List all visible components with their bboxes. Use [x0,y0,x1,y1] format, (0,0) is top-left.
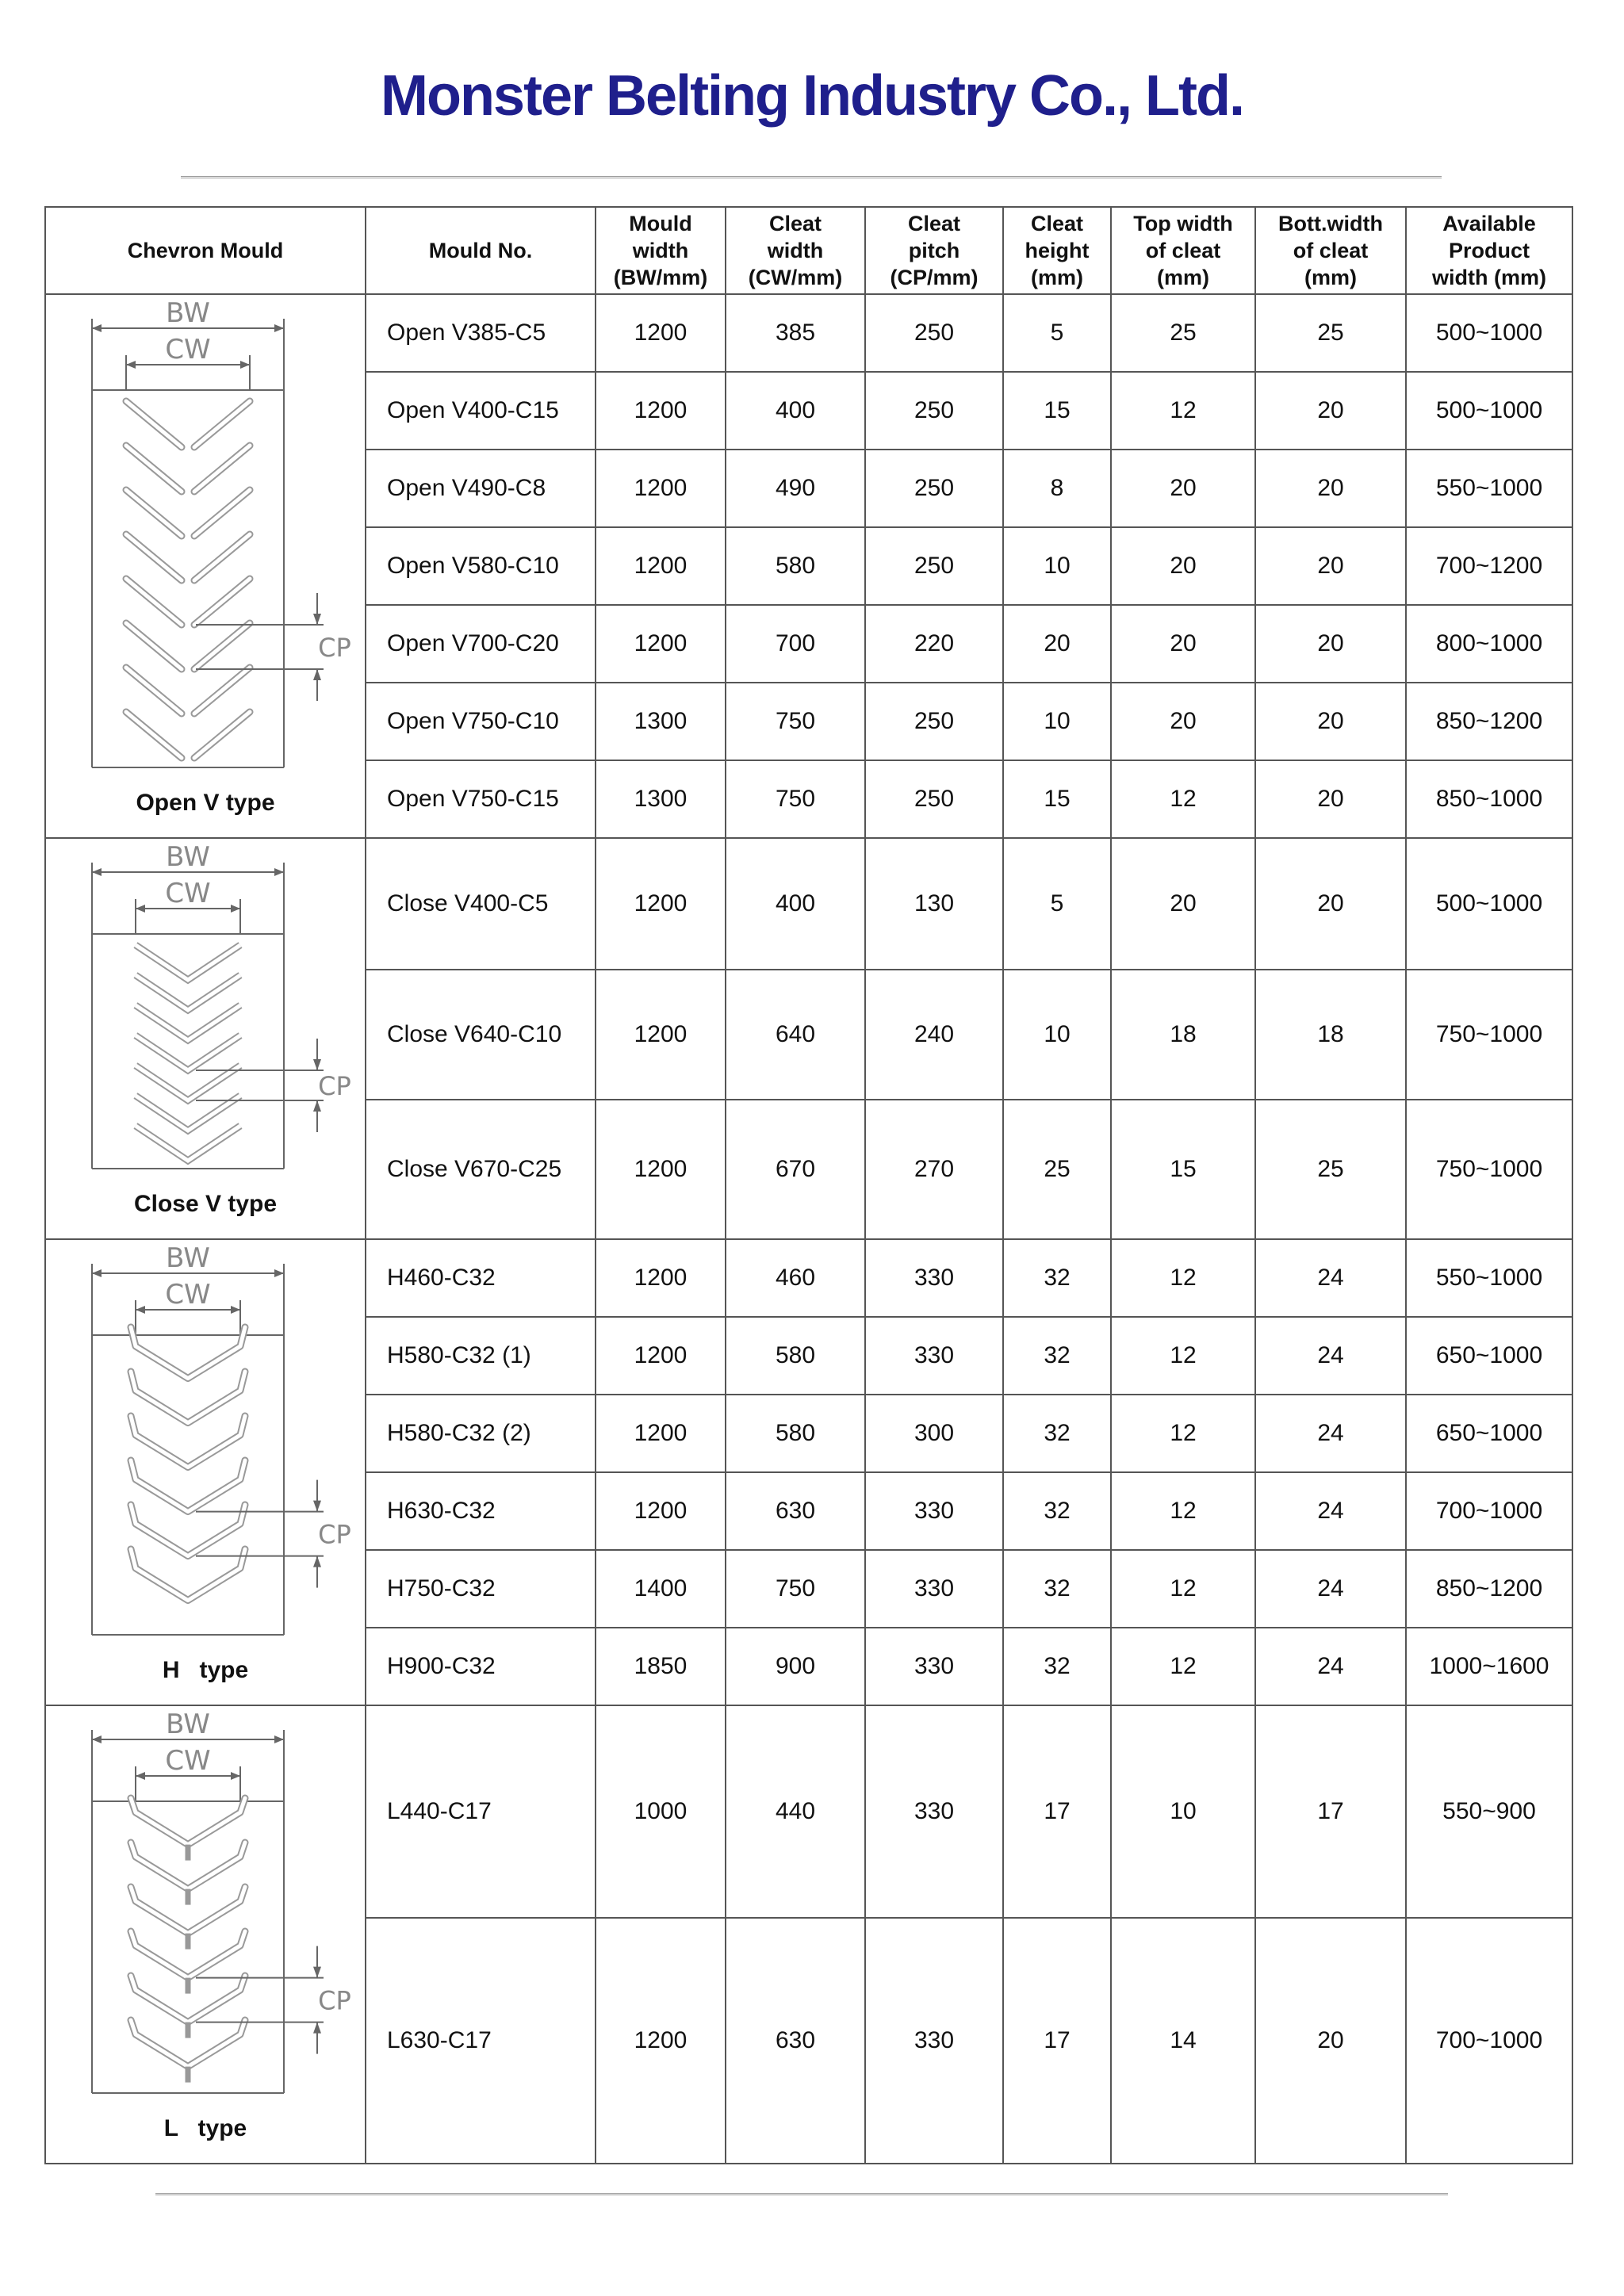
bott-width-cell: 20 [1255,1918,1406,2164]
top-width-cell: 12 [1111,1550,1255,1628]
cleat-pitch-cell: 330 [865,1550,1003,1628]
cleat-height-cell: 32 [1003,1239,1111,1317]
table-row [45,1705,1572,1918]
mould-width-cell: 1200 [596,372,726,450]
top-width-cell: 12 [1111,1395,1255,1472]
bott-width-cell: 20 [1255,450,1406,527]
cp-dimension-label: CP [318,1519,351,1550]
cleat-pitch-cell: 300 [865,1395,1003,1472]
bott-width-cell: 18 [1255,970,1406,1100]
cleat-height-cell: 10 [1003,683,1111,760]
available-width-cell: 650~1000 [1406,1317,1572,1395]
cw-dimension-label: CW [165,1279,211,1311]
chevron-mould-diagram-cell [45,838,366,1239]
bott-width-cell: 20 [1255,605,1406,683]
bw-dimension-label: BW [166,841,210,873]
mould-width-cell: 1300 [596,683,726,760]
mould-no-cell: H900-C32 [366,1628,596,1705]
bw-dimension-label: BW [166,297,210,329]
available-width-cell: 800~1000 [1406,605,1572,683]
col-header-cleat-height: Cleat height (mm) [1003,207,1111,294]
mould-width-cell: 1000 [596,1705,726,1918]
cleat-width-cell: 700 [726,605,865,683]
cleat-height-cell: 15 [1003,372,1111,450]
mould-no-cell: Open V385-C5 [366,294,596,372]
cleat-pitch-cell: 250 [865,450,1003,527]
cleat-height-cell: 20 [1003,605,1111,683]
available-width-cell: 700~1000 [1406,1918,1572,2164]
mould-no-cell: L440-C17 [366,1705,596,1918]
bott-width-cell: 17 [1255,1705,1406,1918]
bott-width-cell: 24 [1255,1317,1406,1395]
mould-no-cell: H750-C32 [366,1550,596,1628]
col-header-chevron-mould: Chevron Mould [45,207,366,294]
bott-width-cell: 24 [1255,1628,1406,1705]
available-width-cell: 550~1000 [1406,1239,1572,1317]
available-width-cell: 850~1000 [1406,760,1572,838]
mould-no-cell: Open V700-C20 [366,605,596,683]
available-width-cell: 500~1000 [1406,372,1572,450]
cleat-width-cell: 670 [726,1100,865,1239]
table-row [45,1239,1572,1317]
bott-width-cell: 20 [1255,838,1406,970]
cleat-height-cell: 32 [1003,1395,1111,1472]
available-width-cell: 650~1000 [1406,1395,1572,1472]
cleat-width-cell: 630 [726,1918,865,2164]
cleat-pitch-cell: 330 [865,1705,1003,1918]
chevron-mould-table [44,206,1573,2164]
cleat-pitch-cell: 250 [865,294,1003,372]
cleat-pitch-cell: 250 [865,372,1003,450]
bottom-divider [155,2193,1448,2195]
bott-width-cell: 20 [1255,683,1406,760]
chevron-mould-diagram-cell [45,294,366,838]
cleat-width-cell: 580 [726,1395,865,1472]
chevron-pattern-drawing [46,295,366,838]
available-width-cell: 750~1000 [1406,1100,1572,1239]
mould-width-cell: 1850 [596,1628,726,1705]
cleat-width-cell: 750 [726,683,865,760]
mould-width-cell: 1200 [596,527,726,605]
bott-width-cell: 24 [1255,1239,1406,1317]
cleat-pitch-cell: 250 [865,760,1003,838]
top-width-cell: 12 [1111,372,1255,450]
chevron-pattern-drawing [46,839,366,1239]
mould-width-cell: 1200 [596,1395,726,1472]
col-header-mould-width: Mould width (BW/mm) [596,207,726,294]
cp-dimension-label: CP [318,633,351,663]
cleat-width-cell: 580 [726,527,865,605]
mould-no-cell: Open V750-C15 [366,760,596,838]
cleat-height-cell: 32 [1003,1550,1111,1628]
page-title: Monster Belting Industry Co., Ltd. [381,64,1243,128]
cleat-width-cell: 640 [726,970,865,1100]
available-width-cell: 700~1200 [1406,527,1572,605]
chevron-pattern-drawing [46,1706,366,2164]
bott-width-cell: 24 [1255,1395,1406,1472]
top-width-cell: 12 [1111,1472,1255,1550]
available-width-cell: 700~1000 [1406,1472,1572,1550]
cleat-height-cell: 15 [1003,760,1111,838]
top-width-cell: 25 [1111,294,1255,372]
cw-dimension-label: CW [165,878,211,909]
top-width-cell: 20 [1111,838,1255,970]
cleat-width-cell: 400 [726,372,865,450]
mould-no-cell: Close V400-C5 [366,838,596,970]
bott-width-cell: 20 [1255,372,1406,450]
mould-width-cell: 1200 [596,605,726,683]
mould-width-cell: 1200 [596,1239,726,1317]
cleat-height-cell: 17 [1003,1918,1111,2164]
mould-no-cell: Close V640-C10 [366,970,596,1100]
cleat-pitch-cell: 330 [865,1472,1003,1550]
chevron-pattern-drawing [46,1240,366,1705]
bott-width-cell: 20 [1255,527,1406,605]
top-width-cell: 12 [1111,1317,1255,1395]
cleat-width-cell: 750 [726,1550,865,1628]
mould-width-cell: 1200 [596,1317,726,1395]
cp-dimension-label: CP [318,1985,351,2016]
mould-width-cell: 1200 [596,1918,726,2164]
cleat-pitch-cell: 330 [865,1317,1003,1395]
cleat-height-cell: 17 [1003,1705,1111,1918]
cleat-height-cell: 5 [1003,294,1111,372]
table-row [45,838,1572,970]
available-width-cell: 550~1000 [1406,450,1572,527]
top-width-cell: 15 [1111,1100,1255,1239]
mould-no-cell: H580-C32 (1) [366,1317,596,1395]
top-width-cell: 14 [1111,1918,1255,2164]
col-header-top-width: Top width of cleat (mm) [1111,207,1255,294]
chevron-mould-diagram-cell [45,1705,366,2164]
available-width-cell: 550~900 [1406,1705,1572,1918]
mould-no-cell: Open V750-C10 [366,683,596,760]
mould-no-cell: L630-C17 [366,1918,596,2164]
bw-dimension-label: BW [166,1242,210,1274]
cleat-height-cell: 32 [1003,1628,1111,1705]
cleat-height-cell: 8 [1003,450,1111,527]
mould-type-label: Close V type [133,1191,278,1217]
mould-no-cell: Open V580-C10 [366,527,596,605]
cleat-pitch-cell: 250 [865,527,1003,605]
mould-no-cell: Close V670-C25 [366,1100,596,1239]
bott-width-cell: 20 [1255,760,1406,838]
cleat-pitch-cell: 330 [865,1918,1003,2164]
bott-width-cell: 25 [1255,294,1406,372]
cleat-height-cell: 10 [1003,970,1111,1100]
cleat-width-cell: 460 [726,1239,865,1317]
cleat-width-cell: 630 [726,1472,865,1550]
col-header-cleat-width: Cleat width (CW/mm) [726,207,865,294]
top-width-cell: 20 [1111,527,1255,605]
top-divider [181,176,1442,178]
top-width-cell: 20 [1111,683,1255,760]
cleat-width-cell: 490 [726,450,865,527]
header-row [45,207,1572,294]
available-width-cell: 1000~1600 [1406,1628,1572,1705]
col-header-available-width: Available Product width (mm) [1406,207,1572,294]
cleat-height-cell: 10 [1003,527,1111,605]
cleat-height-cell: 32 [1003,1472,1111,1550]
cleat-pitch-cell: 330 [865,1628,1003,1705]
mould-width-cell: 1200 [596,970,726,1100]
mould-type-label: Open V type [136,790,275,816]
mould-width-cell: 1200 [596,838,726,970]
col-header-cleat-pitch: Cleat pitch (CP/mm) [865,207,1003,294]
cleat-pitch-cell: 250 [865,683,1003,760]
col-header-bott-width: Bott.width of cleat (mm) [1255,207,1406,294]
mould-width-cell: 1200 [596,1472,726,1550]
top-width-cell: 20 [1111,605,1255,683]
cleat-pitch-cell: 330 [865,1239,1003,1317]
top-width-cell: 18 [1111,970,1255,1100]
cw-dimension-label: CW [165,334,211,365]
cleat-width-cell: 385 [726,294,865,372]
top-width-cell: 12 [1111,1239,1255,1317]
cleat-height-cell: 32 [1003,1317,1111,1395]
mould-width-cell: 1300 [596,760,726,838]
col-header-mould-no: Mould No. [366,207,596,294]
mould-type-label: H type [162,1657,249,1683]
bott-width-cell: 24 [1255,1472,1406,1550]
mould-no-cell: Open V400-C15 [366,372,596,450]
mould-width-cell: 1200 [596,1100,726,1239]
mould-type-label: L type [163,2115,247,2141]
available-width-cell: 500~1000 [1406,294,1572,372]
chevron-mould-diagram-cell [45,1239,366,1705]
top-width-cell: 12 [1111,760,1255,838]
mould-no-cell: H460-C32 [366,1239,596,1317]
cleat-width-cell: 900 [726,1628,865,1705]
cleat-pitch-cell: 240 [865,970,1003,1100]
top-width-cell: 12 [1111,1628,1255,1705]
available-width-cell: 750~1000 [1406,970,1572,1100]
mould-width-cell: 1400 [596,1550,726,1628]
cleat-width-cell: 440 [726,1705,865,1918]
mould-no-cell: H630-C32 [366,1472,596,1550]
cleat-pitch-cell: 270 [865,1100,1003,1239]
bott-width-cell: 24 [1255,1550,1406,1628]
cleat-pitch-cell: 220 [865,605,1003,683]
available-width-cell: 850~1200 [1406,1550,1572,1628]
mould-no-cell: H580-C32 (2) [366,1395,596,1472]
bw-dimension-label: BW [166,1709,210,1740]
cleat-height-cell: 5 [1003,838,1111,970]
available-width-cell: 500~1000 [1406,838,1572,970]
mould-no-cell: Open V490-C8 [366,450,596,527]
cp-dimension-label: CP [318,1071,351,1101]
cleat-width-cell: 580 [726,1317,865,1395]
cleat-pitch-cell: 130 [865,838,1003,970]
top-width-cell: 10 [1111,1705,1255,1918]
mould-width-cell: 1200 [596,294,726,372]
available-width-cell: 850~1200 [1406,683,1572,760]
cw-dimension-label: CW [165,1745,211,1777]
bott-width-cell: 25 [1255,1100,1406,1239]
cleat-width-cell: 750 [726,760,865,838]
mould-width-cell: 1200 [596,450,726,527]
cleat-width-cell: 400 [726,838,865,970]
cleat-height-cell: 25 [1003,1100,1111,1239]
top-width-cell: 20 [1111,450,1255,527]
table-row [45,294,1572,372]
